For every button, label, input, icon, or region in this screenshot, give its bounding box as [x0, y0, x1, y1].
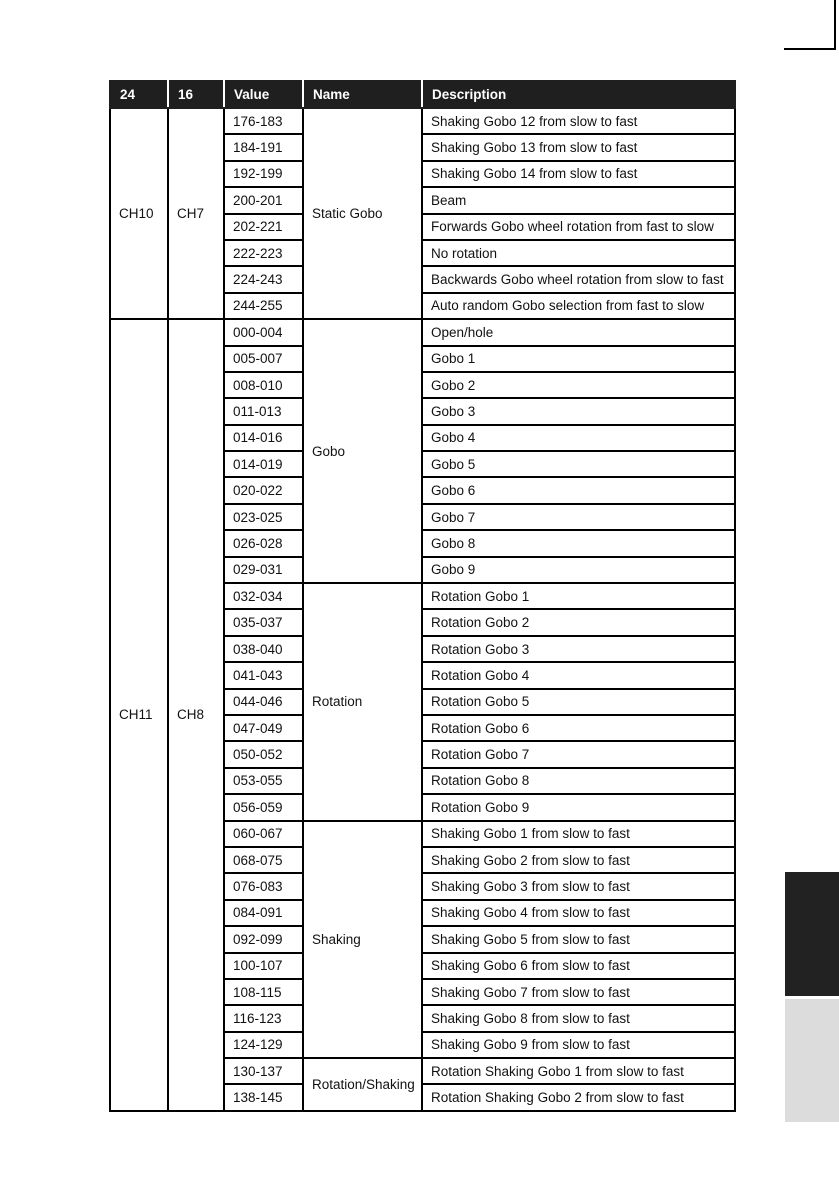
value-range-cell: 124-129	[224, 1032, 303, 1058]
header-value: Value	[224, 81, 303, 108]
function-name-cell: Rotation/Shaking	[303, 1058, 422, 1111]
value-range-cell: 056-059	[224, 794, 303, 820]
description-cell: Shaking Gobo 12 from slow to fast	[422, 108, 735, 134]
channel-24ch-cell: CH11	[110, 319, 168, 1111]
channel-16ch-cell: CH7	[168, 108, 224, 319]
description-cell: Beam	[422, 187, 735, 213]
value-range-cell: 224-243	[224, 266, 303, 292]
description-cell: Gobo 9	[422, 557, 735, 583]
table-row	[110, 319, 735, 345]
channel-16ch-cell: CH8	[168, 319, 224, 1111]
description-cell: Rotation Gobo 5	[422, 689, 735, 715]
value-range-cell: 050-052	[224, 741, 303, 767]
value-range-cell: 138-145	[224, 1084, 303, 1110]
description-cell: Rotation Gobo 2	[422, 609, 735, 635]
value-range-cell: 068-075	[224, 847, 303, 873]
description-cell: Shaking Gobo 5 from slow to fast	[422, 926, 735, 952]
value-range-cell: 038-040	[224, 636, 303, 662]
value-range-cell: 047-049	[224, 715, 303, 741]
table-header-row	[110, 81, 735, 108]
value-range-cell: 026-028	[224, 530, 303, 556]
description-cell: Shaking Gobo 13 from slow to fast	[422, 134, 735, 160]
description-cell: Rotation Gobo 9	[422, 794, 735, 820]
description-cell: Rotation Shaking Gobo 2 from slow to fast	[422, 1084, 735, 1110]
description-cell: No rotation	[422, 240, 735, 266]
header-24ch: 24	[110, 81, 168, 108]
description-cell: Rotation Gobo 1	[422, 583, 735, 609]
header-name: Name	[303, 81, 422, 108]
description-cell: Gobo 1	[422, 346, 735, 372]
section-tab-active	[785, 872, 839, 996]
table-row	[110, 108, 735, 134]
description-cell: Rotation Gobo 7	[422, 741, 735, 767]
description-cell: Auto random Gobo selection from fast to slow	[422, 293, 735, 319]
header-description: Description	[422, 81, 735, 108]
description-cell: Shaking Gobo 14 from slow to fast	[422, 161, 735, 187]
function-name-cell: Rotation	[303, 583, 422, 821]
value-range-cell: 130-137	[224, 1058, 303, 1084]
value-range-cell: 244-255	[224, 293, 303, 319]
value-range-cell: 076-083	[224, 873, 303, 899]
value-range-cell: 005-007	[224, 346, 303, 372]
value-range-cell: 192-199	[224, 161, 303, 187]
section-tab-inactive	[785, 999, 839, 1122]
description-cell: Shaking Gobo 3 from slow to fast	[422, 873, 735, 899]
description-cell: Shaking Gobo 4 from slow to fast	[422, 900, 735, 926]
value-range-cell: 023-025	[224, 504, 303, 530]
description-cell: Rotation Gobo 4	[422, 662, 735, 688]
value-range-cell: 014-016	[224, 425, 303, 451]
value-range-cell: 029-031	[224, 557, 303, 583]
description-cell: Rotation Gobo 6	[422, 715, 735, 741]
crop-mark-vertical	[834, 0, 836, 50]
description-cell: Gobo 3	[422, 398, 735, 424]
description-cell: Gobo 2	[422, 372, 735, 398]
description-cell: Gobo 6	[422, 477, 735, 503]
description-cell: Shaking Gobo 8 from slow to fast	[422, 1005, 735, 1031]
value-range-cell: 116-123	[224, 1005, 303, 1031]
value-range-cell: 008-010	[224, 372, 303, 398]
function-name-cell: Shaking	[303, 821, 422, 1059]
value-range-cell: 200-201	[224, 187, 303, 213]
description-cell: Open/hole	[422, 319, 735, 345]
value-range-cell: 092-099	[224, 926, 303, 952]
value-range-cell: 014-019	[224, 451, 303, 477]
value-range-cell: 044-046	[224, 689, 303, 715]
value-range-cell: 222-223	[224, 240, 303, 266]
function-name-cell: Static Gobo	[303, 108, 422, 319]
description-cell: Shaking Gobo 1 from slow to fast	[422, 821, 735, 847]
value-range-cell: 011-013	[224, 398, 303, 424]
value-range-cell: 053-055	[224, 768, 303, 794]
description-cell: Rotation Shaking Gobo 1 from slow to fast	[422, 1058, 735, 1084]
value-range-cell: 184-191	[224, 134, 303, 160]
description-cell: Shaking Gobo 2 from slow to fast	[422, 847, 735, 873]
dmx-channel-table	[109, 80, 736, 1112]
value-range-cell: 020-022	[224, 477, 303, 503]
value-range-cell: 000-004	[224, 319, 303, 345]
value-range-cell: 176-183	[224, 108, 303, 134]
channel-24ch-cell: CH10	[110, 108, 168, 319]
description-cell: Gobo 4	[422, 425, 735, 451]
value-range-cell: 084-091	[224, 900, 303, 926]
value-range-cell: 035-037	[224, 609, 303, 635]
value-range-cell: 060-067	[224, 821, 303, 847]
crop-mark-horizontal	[784, 48, 836, 50]
description-cell: Gobo 5	[422, 451, 735, 477]
description-cell: Shaking Gobo 9 from slow to fast	[422, 1032, 735, 1058]
description-cell: Gobo 7	[422, 504, 735, 530]
description-cell: Rotation Gobo 8	[422, 768, 735, 794]
description-cell: Gobo 8	[422, 530, 735, 556]
value-range-cell: 041-043	[224, 662, 303, 688]
description-cell: Shaking Gobo 7 from slow to fast	[422, 979, 735, 1005]
description-cell: Rotation Gobo 3	[422, 636, 735, 662]
header-16ch: 16	[168, 81, 224, 108]
value-range-cell: 108-115	[224, 979, 303, 1005]
description-cell: Shaking Gobo 6 from slow to fast	[422, 953, 735, 979]
table-body	[110, 108, 735, 1111]
value-range-cell: 202-221	[224, 214, 303, 240]
function-name-cell: Gobo	[303, 319, 422, 583]
value-range-cell: 032-034	[224, 583, 303, 609]
value-range-cell: 100-107	[224, 953, 303, 979]
description-cell: Backwards Gobo wheel rotation from slow to fast	[422, 266, 735, 292]
description-cell: Forwards Gobo wheel rotation from fast to slow	[422, 214, 735, 240]
